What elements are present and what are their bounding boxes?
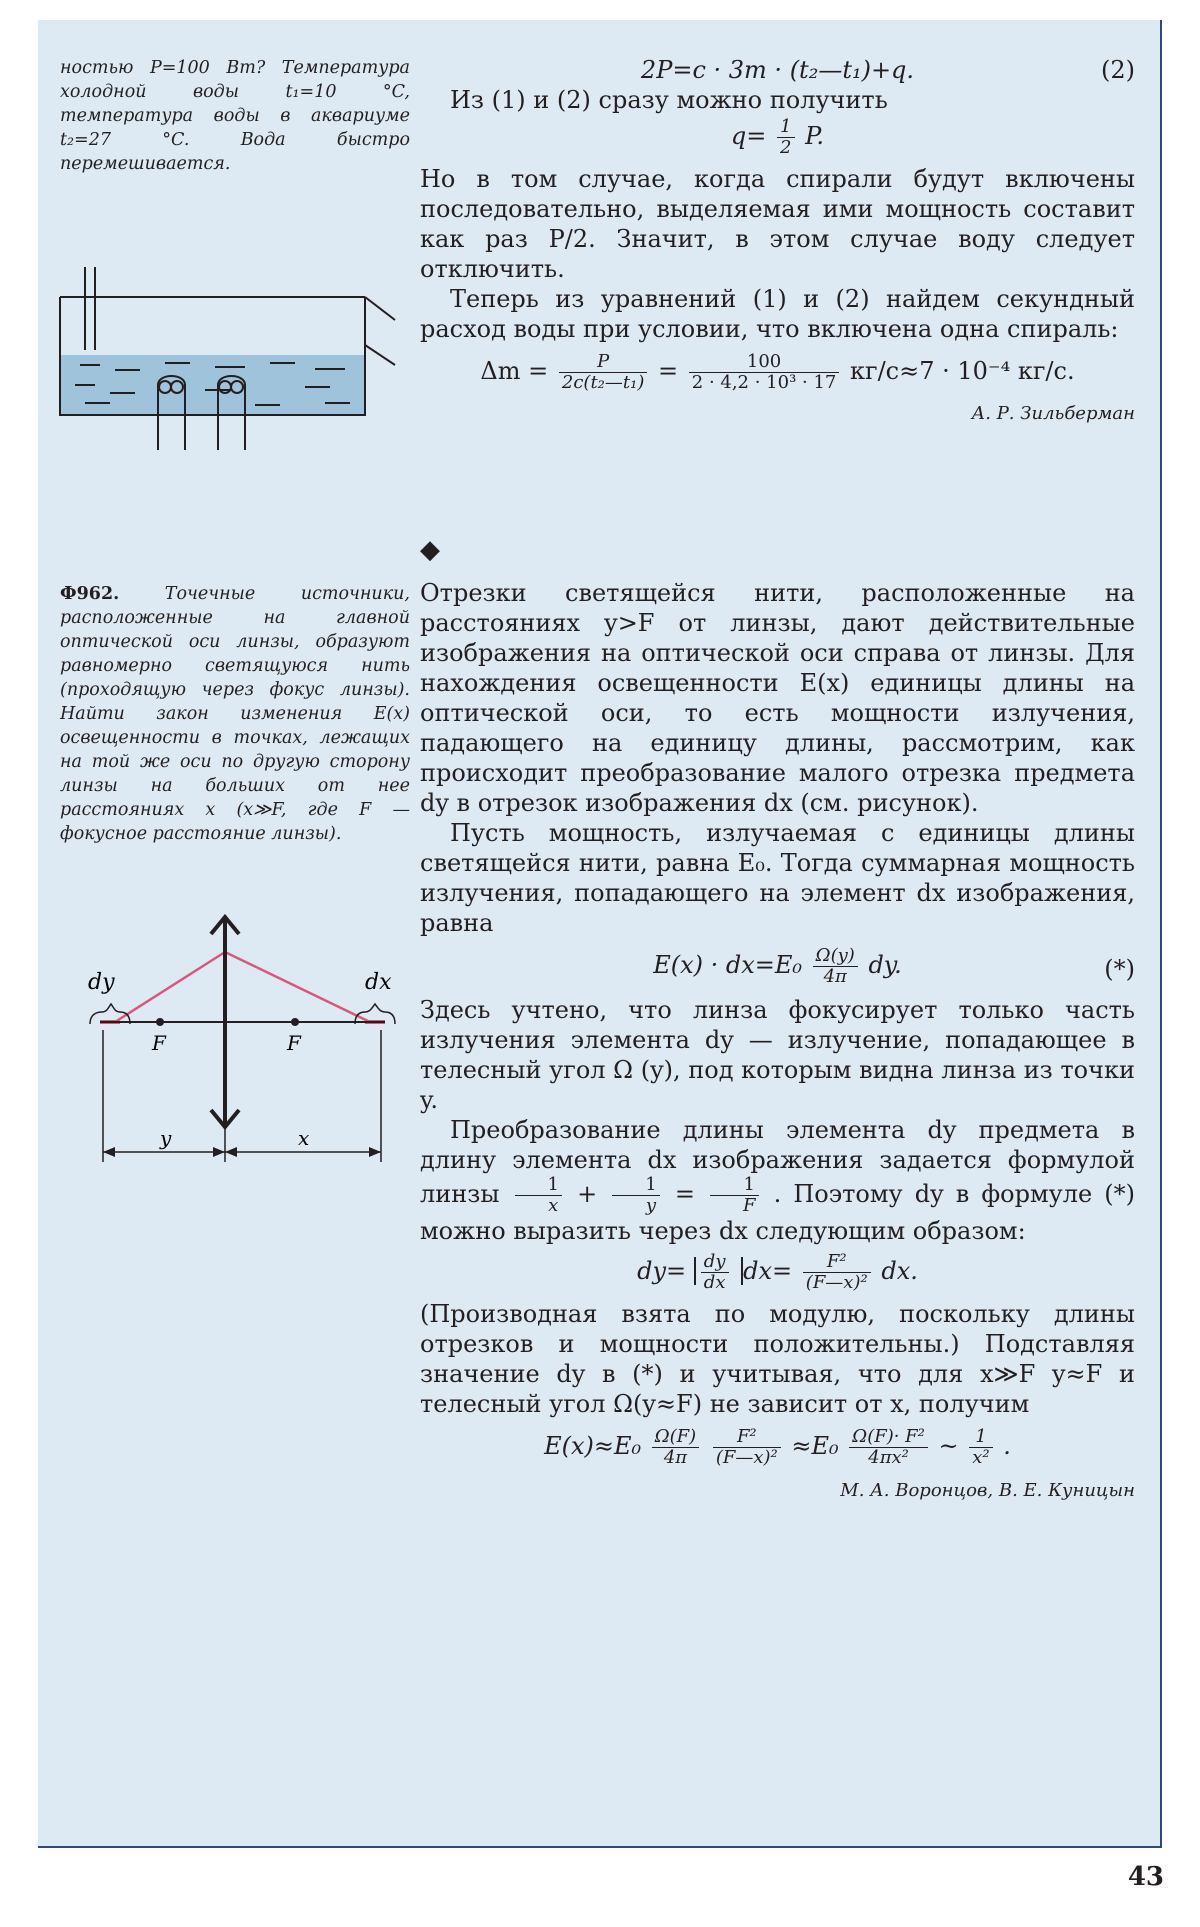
eqs-lhs: E(x) · dx=E₀: [653, 951, 803, 979]
dm-equation: [420, 352, 1135, 393]
solution-paragraph-1: Отрезки светящейся нити, расположенные на расстояниях y>F от линзы, дают действительные изображения на оптической оси справа от линзы. Для нахождения освещенности E(x) единицы длины на оптической оси, то есть мощности излучения, падающего на единицу длины, рассмотрим, как происходит преобразование малого отрезка предмета dy в отрезок изображения dx (см. рисунок).: [420, 579, 1135, 817]
fin-a-denominator: 4π: [663, 1447, 688, 1468]
prev-series-text: Но в том случае, когда спирали будут включены последовательно, выделяемая ими мощность составит как раз P/2. Значит, в этом случае воду следует отключить.: [420, 165, 1135, 283]
dy-abs-denominator: dx: [703, 1272, 726, 1293]
solution-paragraph-5: (Производная взята по модулю, поскольку длины отрезков и мощности положительны.) Подставляя значение dy в (*) и учитывая, что для x≫F y≈F и телесный угол Ω(y≈F) не зависит от x, получим: [420, 1300, 1135, 1418]
lens-den-y: y: [645, 1195, 657, 1216]
equation-2-body: 2P=c · 3m · (t₂—t₁)+q.: [640, 56, 915, 84]
inlet-pipe: [365, 297, 395, 320]
eqs-rhs: dy.: [868, 951, 902, 979]
dm-equals: =: [658, 357, 679, 385]
lens-equals: =: [674, 1180, 695, 1208]
fin-b-numerator: F²: [713, 1427, 781, 1448]
solution-paragraph-4: [420, 1115, 1135, 1246]
eqs-denominator: 4π: [823, 966, 847, 987]
fin-d-denominator: x²: [972, 1447, 990, 1468]
page-number: 43: [1127, 1862, 1164, 1892]
focus-point-left: [156, 1018, 164, 1026]
aquarium-figure: [55, 265, 405, 450]
q-rhs: P.: [805, 122, 825, 150]
fin-end: .: [1003, 1432, 1011, 1460]
fin-b-denominator: (F—x)²: [715, 1447, 778, 1468]
dim-arrow: [225, 1147, 237, 1157]
solution-authors: М. А. Воронцов, В. Е. Куницын: [840, 1480, 1135, 1501]
lens-den-F: F: [743, 1195, 756, 1216]
prev-problem-statement: ностью P=100 Вт? Температура холодной воды t₁=10 °C, температура воды в аквариуме t₂=27 °C. Вода быстро перемешивается.: [60, 58, 410, 174]
fin-c-numerator: Ω(F)· F²: [849, 1427, 928, 1448]
outlet-pipe: [365, 345, 395, 365]
dm-rhs: кг/с≈7 · 10⁻⁴ кг/с.: [850, 357, 1075, 385]
solution-paragraph-3: Здесь учтено, что линза фокусирует только часть излучения элемента dy — излучение, попадающее в телесный угол Ω (y), под которым видна линза из точки y.: [420, 996, 1135, 1114]
problem-solution: [420, 578, 1135, 1506]
problem-text: Точечные источники, расположенные на главной оптической оси линзы, образуют равномерно светящуюся нить (проходящую через фокус линзы). Найти закон изменения E(x) освещенности в точках, лежащих на той же оси по другую сторону линзы на больших от нее расстояниях x (x≫F, где F — фокусное расстояние линзы).: [60, 584, 410, 844]
q-lhs: q=: [730, 122, 767, 150]
fin-c-denominator: 4πx²: [868, 1447, 909, 1468]
label-y: y: [160, 1126, 172, 1150]
fin-lhs: E(x)≈E₀: [544, 1432, 642, 1460]
lens-num-1: 1: [515, 1175, 562, 1196]
dm-fraction1-numerator: P: [559, 352, 647, 373]
lens-figure: [55, 912, 415, 1172]
dm-fraction2-denominator: 2 · 4,2 · 10³ · 17: [691, 372, 837, 393]
dm-fraction2-numerator: 100: [689, 352, 840, 373]
q-denominator: 2: [780, 137, 792, 158]
label-F-right: F: [287, 1031, 301, 1055]
p4-text-a: Преобразование длины элемента dy предмета в длину элемента dx изображения задается формулой линзы: [420, 1116, 1135, 1208]
lens-num-3: 1: [710, 1175, 759, 1196]
equation-2-number: (2): [1101, 56, 1135, 84]
lens-plus: +: [577, 1180, 598, 1208]
label-dx: dx: [365, 970, 392, 995]
prev-author: А. Р. Зильберман: [971, 403, 1135, 424]
lens-num-2: 1: [612, 1175, 659, 1196]
dy-rhs: dx.: [881, 1257, 918, 1285]
final-equation: [420, 1427, 1135, 1468]
prev-flow-text: Теперь из уравнений (1) и (2) найдем секундный расход воды при условии, что включена одна спираль:: [420, 285, 1135, 343]
aquarium-water: [60, 355, 365, 415]
dy-lhs: dy=: [637, 1257, 687, 1285]
q-numerator: 1: [777, 117, 794, 138]
fin-mid: ≈E₀: [791, 1432, 839, 1460]
light-ray: [115, 952, 370, 1022]
prev-solution: [420, 55, 1135, 429]
eqs-numerator: Ω(y): [813, 946, 858, 967]
prev-intro-text: Из (1) и (2) сразу можно получить: [450, 86, 888, 114]
p4-text-b: . Поэтому dy в формуле (*) можно выразить через dx следующим образом:: [420, 1180, 1135, 1245]
dy-mid: dx=: [743, 1257, 793, 1285]
dy-f-numerator: F²: [803, 1252, 871, 1273]
abs-bars: [694, 1251, 743, 1293]
label-x: x: [298, 1126, 310, 1150]
label-F-left: F: [152, 1031, 166, 1055]
fin-d-numerator: 1: [969, 1427, 992, 1448]
focus-point-right: [291, 1018, 299, 1026]
dm-fraction1-denominator: 2c(t₂—t₁): [561, 372, 645, 393]
equation-2: [420, 55, 1135, 85]
dim-arrow: [369, 1147, 381, 1157]
dm-lhs: Δm =: [480, 357, 549, 385]
equation-star: [420, 946, 1135, 987]
label-dy: dy: [88, 970, 115, 995]
q-equation: [420, 117, 1135, 158]
fin-tilde: ~: [938, 1432, 959, 1460]
dy-abs-numerator: dy: [701, 1252, 729, 1273]
lens-den-x: x: [548, 1195, 559, 1216]
dy-f-denominator: (F—x)²: [805, 1272, 868, 1293]
dy-equation: [420, 1252, 1135, 1293]
problem-label: Ф962.: [60, 584, 120, 604]
section-diamond: ◆: [420, 535, 440, 565]
dim-arrow: [213, 1147, 225, 1157]
solution-paragraph-2: Пусть мощность, излучаемая с единицы длины светящейся нити, равна E₀. Тогда суммарная мощность излучения, попадающего на элемент dx изображения, равна: [420, 819, 1135, 937]
dim-arrow: [103, 1147, 115, 1157]
problem-f962-statement: [60, 582, 410, 846]
fin-a-numerator: Ω(F): [652, 1427, 699, 1448]
equation-star-tag: (*): [1104, 955, 1135, 983]
